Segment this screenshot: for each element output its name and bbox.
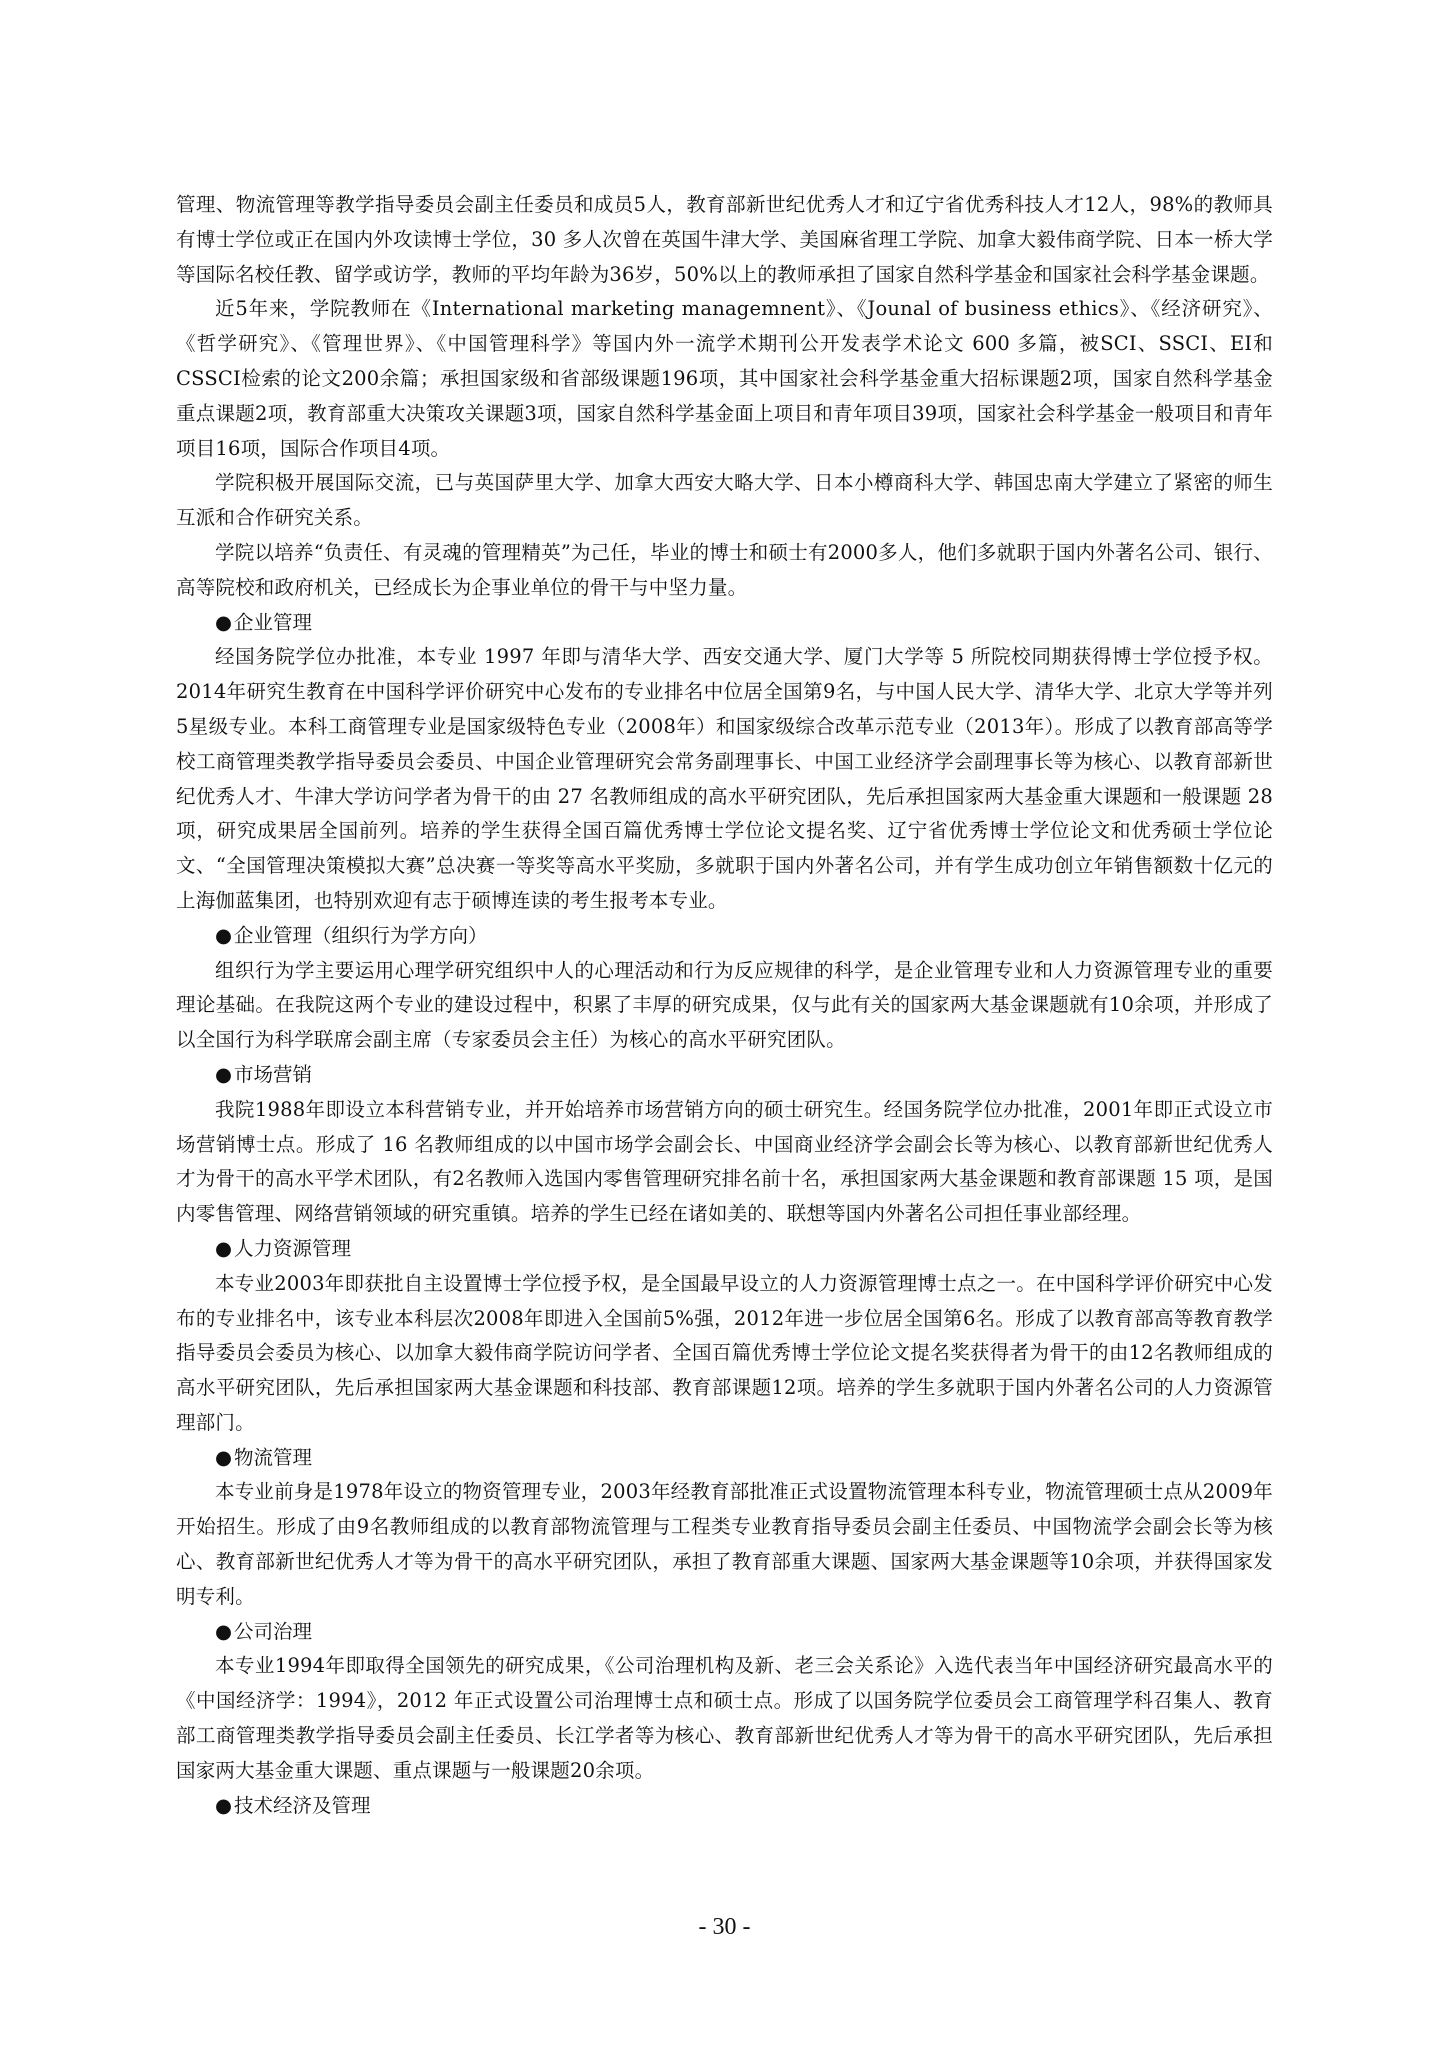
bullet-icon: ● [215,1793,233,1817]
section-body-enterprise-management: 经国务院学位办批准，本专业 1997 年即与清华大学、西安交通大学、厦门大学等 5 所院校同期获得博士学位授予权。2014年研究生教育在中国科学评价研究中心发布的专业排名中位居全国第9名，与中国人民大学、清华大学、北京大学等并列5星级专业。本科工商管理专业是国家级特色专业（2008年）和国家级综合改革示范专业（2013年）。形成了以教育部高等学校工商管理类教学指导委员会委员、中国企业管理研究会常务副理事长、中国工业经济学会副理事长等为核心、以教育部新世纪优秀人才、牛津大学访问学者为骨干的由 27 名教师组成的高水平研究团队，先后承担国家两大基金重大课题和一般课题 28 项，研究成果居全国前列。培养的学生获得全国百篇优秀博士学位论文提名奖、辽宁省优秀博士学位论文和优秀硕士学位论文、“全国管理决策模拟大赛”总决赛一等奖等高水平奖励，多就职于国内外著名公司，并有学生成功创立年销售额数十亿元的上海伽蓝集团，也特别欢迎有志于硕博连读的考生报考本专业。 [176,645,1273,912]
section-heading-technology-economics [176,1789,1273,1824]
section-heading-label: 企业管理（组织行为学方向） [234,923,488,947]
paragraph-research: 近5年来，学院教师在《International marketing managemnent》、《Jounal of business ethics》、《经济研究》、《哲学研究》、《管理世界》、《中国管理科学》等国内外一流学术期刊公开发表学术论文 600 多篇，被SCI、SSCI、EI和CSSCI检索的论文200余篇；承担国家级和省部级课题196项，其中国家社会科学基金重大招标课题2项，国家自然科学基金重点课题2项，教育部重大决策攻关课题3项，国家自然科学基金面上项目和青年项目39项，国家社会科学基金一般项目和青年项目16项，国际合作项目4项。 [176,297,1273,460]
section-heading-human-resources [176,1232,1273,1267]
document-page [176,188,1273,1823]
section-heading-label: 技术经济及管理 [234,1793,371,1817]
section-heading-organizational-behavior [176,919,1273,954]
section-heading-logistics [176,1441,1273,1476]
section-heading-corporate-governance [176,1615,1273,1650]
bullet-icon: ● [215,1062,233,1086]
section-body-corporate-governance: 本专业1994年即取得全国领先的研究成果，《公司治理机构及新、老三会关系论》入选代表当年中国经济研究最高水平的《中国经济学：1994》，2012 年正式设置公司治理博士点和硕士点。形成了以国务院学位委员会工商管理学科召集人、教育部工商管理类教学指导委员会副主任委员、长江学者等为核心、教育部新世纪优秀人才等为骨干的高水平研究团队，先后承担国家两大基金重大课题、重点课题与一般课题20余项。 [176,1654,1273,1782]
paragraph-international: 学院积极开展国际交流，已与英国萨里大学、加拿大西安大略大学、日本小樽商科大学、韩国忠南大学建立了紧密的师生互派和合作研究关系。 [176,471,1273,530]
section-heading-label: 公司治理 [234,1619,313,1643]
bullet-icon: ● [215,610,233,634]
section-heading-label: 企业管理 [234,610,313,634]
section-body-organizational-behavior: 组织行为学主要运用心理学研究组织中人的心理活动和行为反应规律的科学，是企业管理专业和人力资源管理专业的重要理论基础。在我院这两个专业的建设过程中，积累了丰厚的研究成果，仅与此有关的国家两大基金课题就有10余项，并形成了以全国行为科学联席会副主席（专家委员会主任）为核心的高水平研究团队。 [176,958,1273,1052]
paragraph-graduates: 学院以培养“负责任、有灵魂的管理精英”为己任，毕业的博士和硕士有2000多人，他们多就职于国内外著名公司、银行、高等院校和政府机关，已经成长为企事业单位的骨干与中坚力量。 [176,540,1273,599]
section-body-human-resources: 本专业2003年即获批自主设置博士学位授予权，是全国最早设立的人力资源管理博士点之一。在中国科学评价研究中心发布的专业排名中，该专业本科层次2008年即进入全国前5%强，2012年进一步位居全国第6名。形成了以教育部高等教育教学指导委员会委员为核心、以加拿大毅伟商学院访问学者、全国百篇优秀博士学位论文提名奖获得者为骨干的由12名教师组成的高水平研究团队，先后承担国家两大基金课题和科技部、教育部课题12项。培养的学生多就职于国内外著名公司的人力资源管理部门。 [176,1271,1273,1434]
section-heading-marketing [176,1058,1273,1093]
bullet-icon: ● [215,1445,233,1469]
section-heading-enterprise-management [176,606,1273,641]
section-body-marketing: 我院1988年即设立本科营销专业，并开始培养市场营销方向的硕士研究生。经国务院学位办批准，2001年即正式设立市场营销博士点。形成了 16 名教师组成的以中国市场学会副会长、中国商业经济学会副会长等为核心、以教育部新世纪优秀人才为骨干的高水平学术团队，有2名教师入选国内零售管理研究排名前十名，承担国家两大基金课题和教育部课题 15 项，是国内零售管理、网络营销领域的研究重镇。培养的学生已经在诸如美的、联想等国内外著名公司担任事业部经理。 [176,1097,1273,1226]
bullet-icon: ● [215,1236,233,1260]
page-number: - 30 - [698,1914,751,1940]
paragraph-faculty: 管理、物流管理等教学指导委员会副主任委员和成员5人，教育部新世纪优秀人才和辽宁省优秀科技人才12人，98%的教师具有博士学位或正在国内外攻读博士学位，30 多人次曾在英国牛津大学、美国麻省理工学院、加拿大毅伟商学院、日本一桥大学等国际名校任教、留学或访学，教师的平均年龄为36岁，50%以上的教师承担了国家自然科学基金和国家社会科学基金课题。 [176,193,1273,286]
bullet-icon: ● [215,923,233,947]
bullet-icon: ● [215,1619,233,1643]
section-heading-label: 市场营销 [234,1062,313,1086]
section-body-logistics: 本专业前身是1978年设立的物资管理专业，2003年经教育部批准正式设置物流管理本科专业，物流管理硕士点从2009年开始招生。形成了由9名教师组成的以教育部物流管理与工程类专业教育指导委员会副主任委员、中国物流学会副会长等为核心、教育部新世纪优秀人才等为骨干的高水平研究团队，承担了教育部重大课题、国家两大基金课题等10余项，并获得国家发明专利。 [176,1480,1273,1608]
section-heading-label: 人力资源管理 [234,1236,352,1260]
section-heading-label: 物流管理 [234,1445,313,1469]
